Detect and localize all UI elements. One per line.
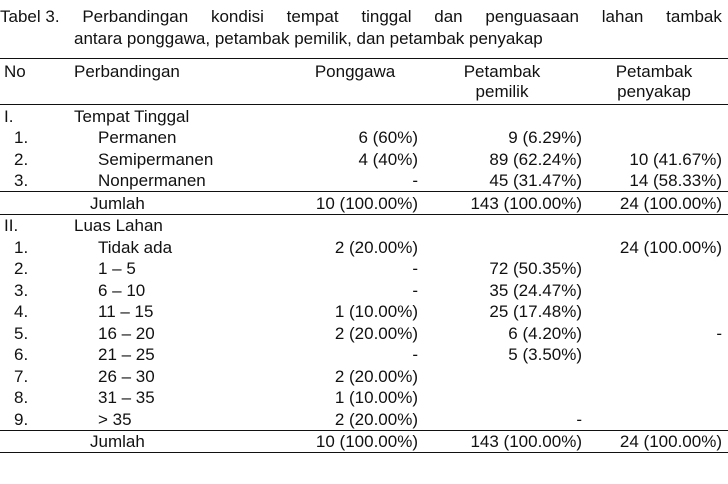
caption-word: penguasaan — [485, 7, 579, 26]
row-label: 6 – 10 — [98, 280, 146, 300]
penyakap-value — [586, 387, 728, 409]
pemilik-value — [422, 387, 586, 409]
section-title: Luas Lahan — [74, 216, 163, 235]
pemilik-value: 89 (62.24%) — [489, 149, 582, 169]
caption-word: tinggal — [361, 7, 412, 26]
pemilik-value: 25 (17.48%) — [489, 302, 582, 321]
penyakap-value — [586, 258, 728, 280]
caption-number: Tabel 3. — [0, 7, 60, 26]
header-penyakap-line-1: Petambak — [615, 62, 693, 81]
total-pemilik: 143 (100.00%) — [422, 192, 586, 215]
table-caption — [0, 6, 728, 50]
section-number: II. — [4, 216, 19, 235]
row-label: 31 – 35 — [98, 388, 155, 407]
penyakap-value — [586, 127, 728, 149]
ponggawa-value: 1 (10.00%) — [334, 302, 418, 321]
ponggawa-value: 6 (60%) — [358, 128, 418, 147]
row-number: 1. — [14, 237, 29, 257]
comparison-table — [0, 58, 728, 453]
penyakap-value — [586, 344, 728, 366]
section-title: Tempat Tinggal — [74, 106, 190, 126]
ponggawa-value: 2 (20.00%) — [334, 323, 418, 343]
pemilik-value: 9 (6.29%) — [508, 128, 582, 147]
ponggawa-value: 2 (20.00%) — [334, 366, 418, 386]
row-number: 2. — [14, 259, 29, 278]
empty-cell — [288, 214, 422, 236]
table-row — [0, 170, 728, 192]
table-row — [0, 387, 728, 409]
row-label: 1 – 5 — [98, 259, 136, 278]
table-row — [0, 127, 728, 149]
row-number: 7. — [14, 366, 29, 386]
ponggawa-value: - — [412, 259, 418, 278]
total-ponggawa: 10 (100.00%) — [288, 192, 422, 215]
row-label: > 35 — [98, 409, 132, 429]
penyakap-value — [586, 408, 728, 430]
total-row — [0, 430, 728, 453]
table-row — [0, 301, 728, 323]
section-number: I. — [4, 106, 14, 126]
pemilik-value — [422, 365, 586, 387]
caption-word: kondisi — [210, 7, 264, 26]
table-row — [0, 236, 728, 258]
ponggawa-value: 2 (20.00%) — [334, 409, 418, 429]
pemilik-value: 72 (50.35%) — [489, 259, 582, 278]
empty-cell — [288, 105, 422, 127]
empty-cell — [586, 105, 728, 127]
header-row — [0, 59, 728, 105]
row-label: 21 – 25 — [98, 345, 155, 364]
penyakap-value: 14 (58.33%) — [629, 171, 722, 190]
pemilik-value: 5 (3.50%) — [508, 345, 582, 364]
row-label: 26 – 30 — [98, 366, 155, 386]
header-penyakap-line-2: penyakap — [617, 82, 691, 101]
row-label: Semipermanen — [98, 149, 214, 169]
header-no: No — [0, 59, 74, 105]
row-label: Permanen — [98, 128, 177, 147]
caption-word: lahan — [601, 7, 644, 26]
row-number: 6. — [14, 345, 29, 364]
ponggawa-value: 2 (20.00%) — [334, 237, 418, 257]
empty-cell — [586, 214, 728, 236]
total-label: Jumlah — [74, 192, 288, 215]
total-pemilik: 143 (100.00%) — [422, 430, 586, 453]
penyakap-value — [586, 301, 728, 323]
penyakap-value — [586, 279, 728, 301]
pemilik-value: 45 (31.47%) — [489, 171, 582, 190]
row-label: Tidak ada — [98, 237, 173, 257]
total-label: Jumlah — [74, 430, 288, 453]
row-number: 2. — [14, 149, 29, 169]
header-petambak-pemilik — [422, 59, 586, 105]
header-perbandingan: Perbandingan — [74, 59, 288, 105]
header-petambak-penyakap — [586, 59, 728, 105]
empty-cell — [422, 105, 586, 127]
pemilik-value — [422, 236, 586, 258]
row-label: 11 – 15 — [98, 302, 154, 321]
total-row — [0, 192, 728, 215]
header-ponggawa: Ponggawa — [288, 59, 422, 105]
header-pemilik-line-1: Petambak — [463, 62, 541, 81]
empty-cell — [0, 430, 74, 453]
table-row — [0, 344, 728, 366]
empty-cell — [0, 192, 74, 215]
penyakap-value: - — [716, 323, 722, 343]
ponggawa-value: 1 (10.00%) — [334, 388, 418, 407]
table-row — [0, 258, 728, 280]
ponggawa-value: - — [412, 171, 418, 190]
empty-cell — [422, 214, 586, 236]
caption-word: tambak — [666, 7, 722, 26]
total-penyakap: 24 (100.00%) — [586, 430, 728, 453]
table-row — [0, 408, 728, 430]
section-header-row — [0, 105, 728, 127]
ponggawa-value: 4 (40%) — [358, 149, 418, 169]
caption-word: tempat — [286, 7, 339, 26]
row-number: 3. — [14, 280, 29, 300]
penyakap-value — [586, 365, 728, 387]
table-body — [0, 105, 728, 453]
pemilik-value: - — [576, 409, 582, 429]
row-label: 16 – 20 — [98, 323, 155, 343]
row-label: Nonpermanen — [98, 171, 206, 190]
total-penyakap: 24 (100.00%) — [586, 192, 728, 215]
row-number: 3. — [14, 171, 29, 190]
caption-word: dan — [434, 7, 463, 26]
pemilik-value: 6 (4.20%) — [508, 323, 582, 343]
header-pemilik-line-2: pemilik — [475, 82, 529, 101]
ponggawa-value: - — [412, 345, 418, 364]
pemilik-value: 35 (24.47%) — [489, 280, 582, 300]
row-number: 1. — [14, 128, 29, 147]
table-row — [0, 322, 728, 344]
caption-word: Perbandingan — [82, 7, 189, 26]
row-number: 4. — [14, 302, 29, 321]
row-number: 8. — [14, 388, 29, 407]
caption-line-2: antara ponggawa, petambak pemilik, dan petambak penyakap — [74, 29, 543, 48]
row-number: 9. — [14, 409, 29, 429]
penyakap-value: 24 (100.00%) — [619, 237, 722, 257]
total-ponggawa: 10 (100.00%) — [288, 430, 422, 453]
table-row — [0, 148, 728, 170]
row-number: 5. — [14, 323, 29, 343]
section-header-row — [0, 214, 728, 236]
penyakap-value: 10 (41.67%) — [629, 149, 722, 169]
ponggawa-value: - — [412, 280, 418, 300]
table-row — [0, 365, 728, 387]
table-row — [0, 279, 728, 301]
caption-line-1 — [0, 6, 728, 28]
